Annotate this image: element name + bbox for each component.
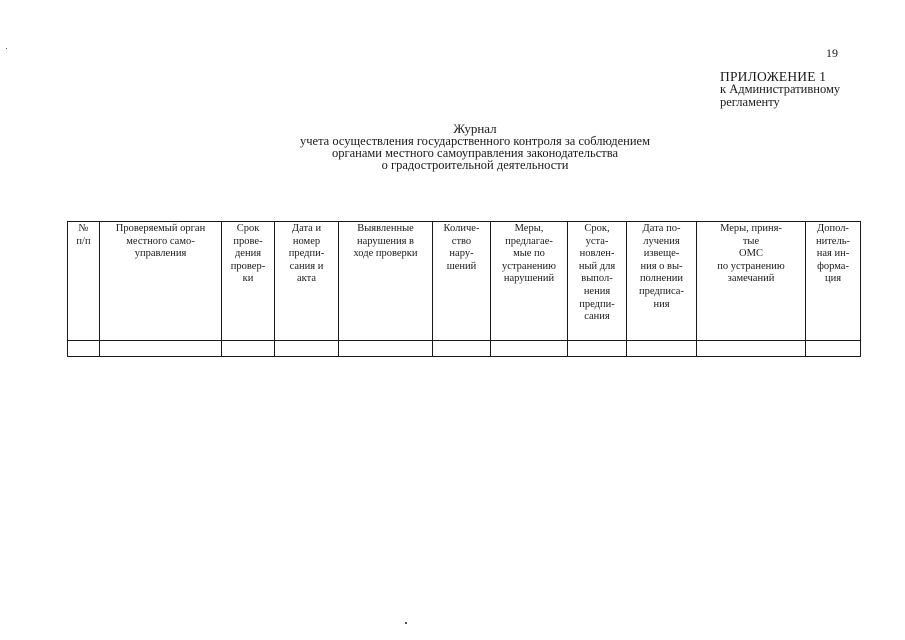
table-cell	[491, 341, 568, 357]
title-heading: Журнал	[453, 121, 497, 136]
column-header-order-date-number: Дата и номер предпи- сания и акта	[275, 222, 339, 341]
table-cell	[68, 341, 100, 357]
column-header-proposed-measures: Меры, предлагае- мые по устранению нарушений	[491, 222, 568, 341]
page-number: 19	[826, 46, 838, 60]
appendix-line-3: регламенту	[720, 95, 780, 109]
column-header-notice-date: Дата по- лучения извеще- ния о вы- полнении предписа- ния	[627, 222, 697, 341]
scan-speck	[6, 48, 7, 49]
table-cell	[433, 341, 491, 357]
column-header-inspection-period: Срок прове- дения провер- ки	[222, 222, 275, 341]
column-header-violations: Выявленные нарушения в ходе проверки	[339, 222, 433, 341]
column-header-deadline: Срок, уста- новлен- ный для выпол- нения предпи- сания	[568, 222, 627, 341]
table-cell	[697, 341, 806, 357]
column-header-number: № п/п	[68, 222, 100, 341]
table-header-row	[68, 222, 861, 341]
column-header-additional-info: Допол- нитель- ная ин- форма- ция	[806, 222, 861, 341]
table-cell	[275, 341, 339, 357]
column-header-authority: Проверяемый орган местного само- управления	[100, 222, 222, 341]
document-title	[200, 122, 750, 171]
title-line-2: органами местного самоуправления законодательства	[331, 146, 619, 160]
title-line-3: о градостроительной деятельности	[381, 158, 569, 172]
table-cell	[339, 341, 433, 357]
appendix-label	[720, 70, 840, 109]
column-header-violation-count: Количе- ство нару- шений	[433, 222, 491, 341]
scan-speck	[405, 622, 407, 624]
table-cell	[627, 341, 697, 357]
appendix-line-2: к Административному	[720, 82, 841, 96]
journal-table	[67, 221, 861, 357]
column-header-measures-taken: Меры, приня- тые ОМС по устранению замечаний	[697, 222, 806, 341]
title-line-1: учета осуществления государственного контроля за соблюдением	[299, 134, 650, 148]
appendix-title: ПРИЛОЖЕНИЕ 1	[720, 69, 827, 84]
table-cell	[100, 341, 222, 357]
table-cell	[222, 341, 275, 357]
table-cell	[806, 341, 861, 357]
table-row	[68, 341, 861, 357]
table-cell	[568, 341, 627, 357]
